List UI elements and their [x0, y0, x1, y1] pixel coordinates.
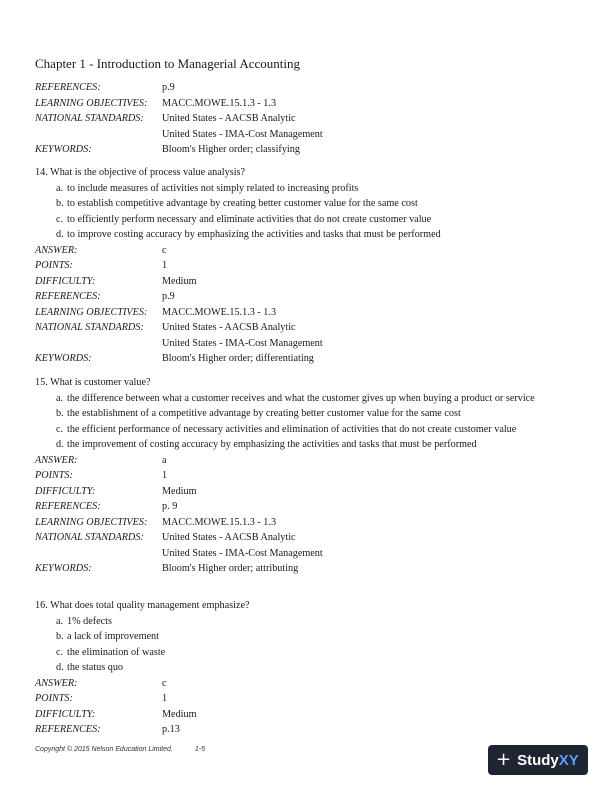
national-standard-2: United States - IMA-Cost Management [162, 337, 323, 349]
top-metadata-block [35, 80, 595, 158]
option-a [56, 391, 595, 407]
label-difficulty: DIFFICULTY: [35, 275, 96, 287]
option-letter: a. [56, 392, 64, 404]
meta-row-keywords [35, 142, 595, 158]
studyxy-badge[interactable] [488, 745, 588, 775]
label-points: POINTS: [35, 693, 73, 704]
value-points: 1 [162, 260, 168, 271]
label-points: POINTS: [35, 260, 73, 271]
option-text: the establishment of a competitive advantage by creating better customer value for the same cost [67, 408, 461, 419]
label-learning-objectives: LEARNING OBJECTIVES: [35, 516, 148, 528]
chapter-title: Chapter 1 - Introduction to Managerial Accounting [35, 56, 300, 71]
label-keywords: KEYWORDS: [35, 353, 92, 364]
meta-row-learning-objectives [35, 515, 595, 531]
meta-row-references [35, 289, 595, 305]
question-text: 14. What is the objective of process value analysis? [35, 167, 246, 178]
options-list [35, 181, 595, 243]
option-letter: a. [56, 615, 64, 627]
value-national-standards [162, 530, 595, 561]
option-text: 1% defects [67, 615, 112, 627]
label-national-standards: NATIONAL STANDARDS: [35, 532, 144, 543]
option-d [56, 227, 595, 243]
label-references: REFERENCES: [35, 724, 101, 735]
value-national-standards [162, 320, 595, 351]
option-a [56, 614, 595, 630]
value-references: p.13 [162, 724, 180, 735]
national-standard-2: United States - IMA-Cost Management [162, 547, 323, 559]
value-difficulty: Medium [162, 485, 197, 497]
label-keywords: KEYWORDS: [35, 144, 92, 155]
meta-row-answer [35, 676, 595, 692]
question-16 [35, 598, 595, 738]
option-letter: d. [56, 229, 64, 240]
meta-row-national-standards [35, 111, 595, 142]
value-answer: c [162, 244, 167, 256]
value-points: 1 [162, 470, 168, 481]
value-learning-objectives: MACC.MOWE.15.1.3 - 1.3 [162, 97, 277, 109]
value-national-standards [162, 111, 595, 142]
option-letter: d. [56, 439, 64, 450]
meta-row-difficulty [35, 484, 595, 500]
label-answer: ANSWER: [35, 454, 78, 466]
option-letter: c. [56, 423, 64, 435]
value-points: 1 [162, 693, 168, 704]
national-standard-1: United States - AACSB Analytic [162, 113, 296, 124]
option-b [56, 629, 595, 645]
meta-row-difficulty [35, 274, 595, 290]
page-footer [35, 746, 205, 753]
option-text: to establish competitive advantage by creating better customer value for the same cost [67, 198, 418, 209]
plus-icon: + [496, 749, 512, 770]
label-references: REFERENCES: [35, 291, 101, 302]
option-b [56, 196, 595, 212]
value-answer: c [162, 677, 167, 689]
option-c [56, 212, 595, 228]
label-learning-objectives: LEARNING OBJECTIVES: [35, 306, 148, 318]
option-text: the elimination of waste [67, 646, 166, 658]
page-number: 1-5 [194, 746, 205, 753]
meta-row-difficulty [35, 707, 595, 723]
meta-row-answer [35, 243, 595, 259]
meta-row-national-standards [35, 320, 595, 351]
value-difficulty: Medium [162, 708, 197, 720]
meta-row-learning-objectives [35, 305, 595, 321]
national-standard-1: United States - AACSB Analytic [162, 532, 296, 543]
brand-accent: XY [558, 751, 579, 769]
copyright-text: Copyright © 2015 Nelson Education Limited. [35, 746, 173, 753]
option-text: to improve costing accuracy by emphasizing the activities and tasks that must be performed [67, 229, 441, 240]
option-text: to include measures of activities not simply related to increasing profits [67, 182, 359, 194]
option-letter: b. [56, 631, 64, 642]
label-difficulty: DIFFICULTY: [35, 708, 96, 720]
national-standard-1: United States - AACSB Analytic [162, 322, 296, 333]
option-letter: c. [56, 213, 64, 225]
option-c [56, 645, 595, 661]
value-learning-objectives: MACC.MOWE.15.1.3 - 1.3 [162, 306, 277, 318]
meta-row-answer [35, 453, 595, 469]
label-points: POINTS: [35, 470, 73, 481]
question-text: 15. What is customer value? [35, 377, 151, 388]
meta-row-national-standards [35, 530, 595, 561]
label-national-standards: NATIONAL STANDARDS: [35, 322, 144, 333]
meta-row-points [35, 258, 595, 274]
label-answer: ANSWER: [35, 244, 78, 256]
meta-row-learning-objectives [35, 96, 595, 112]
question-text: 16. What does total quality management emphasize? [35, 600, 250, 611]
option-letter: b. [56, 408, 64, 419]
option-letter: a. [56, 182, 64, 194]
value-difficulty: Medium [162, 275, 197, 287]
meta-row-references [35, 722, 595, 738]
value-keywords: Bloom's Higher order; differentiating [162, 353, 314, 364]
value-references: p.9 [162, 82, 175, 93]
option-c [56, 422, 595, 438]
value-references: p. 9 [162, 501, 178, 512]
option-d [56, 437, 595, 453]
label-answer: ANSWER: [35, 677, 78, 689]
studyxy-logo [517, 752, 579, 769]
option-letter: b. [56, 198, 64, 209]
options-list [35, 614, 595, 676]
option-text: the improvement of costing accuracy by emphasizing the activities and tasks that must be performed [67, 439, 477, 450]
value-learning-objectives: MACC.MOWE.15.1.3 - 1.3 [162, 516, 277, 528]
value-keywords: Bloom's Higher order; classifying [162, 144, 300, 155]
options-list [35, 391, 595, 453]
option-text: the status quo [67, 662, 124, 673]
option-text: the difference between what a customer receives and what the customer gives up when buying a product or service [67, 392, 535, 404]
label-references: REFERENCES: [35, 501, 101, 512]
meta-row-points [35, 468, 595, 484]
label-references: REFERENCES: [35, 82, 101, 93]
option-letter: d. [56, 662, 64, 673]
option-letter: c. [56, 646, 64, 658]
label-difficulty: DIFFICULTY: [35, 485, 96, 497]
question-14 [35, 165, 595, 367]
meta-row-points [35, 691, 595, 707]
value-answer: a [162, 454, 167, 466]
value-keywords: Bloom's Higher order; attributing [162, 563, 299, 574]
meta-row-references [35, 499, 595, 515]
meta-row-keywords [35, 351, 595, 367]
value-references: p.9 [162, 291, 175, 302]
option-d [56, 660, 595, 676]
meta-row-keywords [35, 561, 595, 577]
option-text: a lack of improvement [67, 631, 159, 642]
label-learning-objectives: LEARNING OBJECTIVES: [35, 97, 148, 109]
brand-main: Study [517, 751, 559, 769]
question-15 [35, 375, 595, 577]
option-text: to efficiently perform necessary and eliminate activities that do not create customer value [67, 213, 432, 225]
option-a [56, 181, 595, 197]
national-standard-2: United States - IMA-Cost Management [162, 128, 323, 140]
label-national-standards: NATIONAL STANDARDS: [35, 113, 144, 124]
label-keywords: KEYWORDS: [35, 563, 92, 574]
option-text: the efficient performance of necessary activities and elimination of activities that do not create customer value [67, 423, 517, 435]
option-b [56, 406, 595, 422]
meta-row-references [35, 80, 595, 96]
